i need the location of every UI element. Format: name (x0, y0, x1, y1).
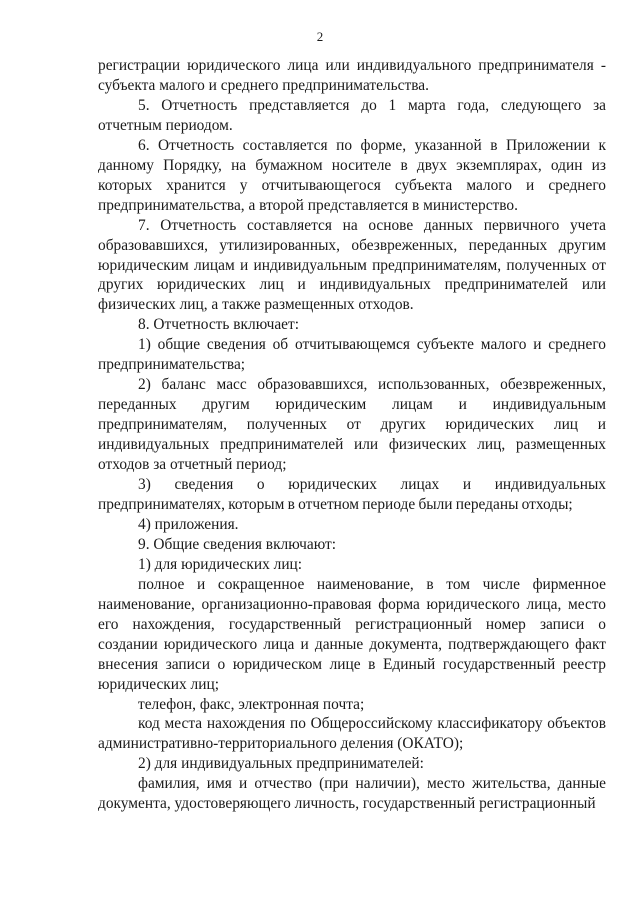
paragraph-item-8-2: 2) баланс масс образовавшихся, использованных, обезвреженных, переданных другим юридическим лицам и индивидуальным предпринимателям, полученных от других юридических лиц и индивидуальных предпринимателей или физических лиц, размещенных отходов за отчетный период; (98, 376, 606, 474)
paragraph-item-6: 6. Отчетность составляется по форме, указанной в Приложении к данному Порядку, на бумажном носителе в двух экземплярах, один из которых хранится у отчитывающегося субъекта малого и среднего предпринимательства, а второй представляется в министерство. (98, 136, 606, 214)
paragraph-item-8-1: 1) общие сведения об отчитывающемся субъекте малого и среднего предпринимательства; (98, 336, 606, 374)
paragraph-item-9-1: 1) для юридических лиц: (138, 555, 303, 573)
paragraph-item-8-3: 3) сведения о юридических лицах и индивидуальных предпринимателях, которым в отчетном периоде были переданы отходы; (98, 476, 606, 513)
paragraph-item-5: 5. Отчетность представляется до 1 марта года, следующего за отчетным периодом. (98, 96, 606, 134)
document-body (98, 56, 606, 814)
paragraph-entrepreneur-details: фамилия, имя и отчество (при наличии), место жительства, данные документа, удостоверяющего личность, государственный регистрационный (98, 775, 606, 813)
paragraph-legal-entity-name: полное и сокращенное наименование, в том числе фирменное наименование, организационно-правовая форма юридического лица, место его нахождения, государственный регистрационный номер записи о создании юридического лица и данные документа, подтверждающего факт внесения записи о юридическом лице в Единый государственный реестр юридических лиц; (98, 575, 606, 693)
paragraph-item-9-2: 2) для индивидуальных предпринимателей: (138, 755, 424, 773)
paragraph-item-8-4: 4) приложения. (138, 515, 239, 533)
paragraph-contacts: телефон, факс, электронная почта; (138, 695, 365, 713)
paragraph-okato: код места нахождения по Общероссийскому классификатору объектов административно-территориального деления (ОКАТО); (98, 715, 606, 753)
paragraph-item-8: 8. Отчетность включает: (138, 316, 300, 334)
page-number: 2 (316, 29, 324, 44)
paragraph-item-9: 9. Общие сведения включают: (138, 535, 337, 553)
paragraph-item-7: 7. Отчетность составляется на основе данных первичного учета образовавшихся, утилизированных, обезвреженных, переданных другим юридическим лицам и индивидуальным предпринимателям, полученных от других юридических лиц и индивидуальных предпринимателей или физических лиц, а также размещенных отходов. (98, 216, 606, 314)
paragraph-continuation: регистрации юридического лица или индивидуального предпринимателя - субъекта малого и среднего предпринимательства. (98, 57, 606, 94)
